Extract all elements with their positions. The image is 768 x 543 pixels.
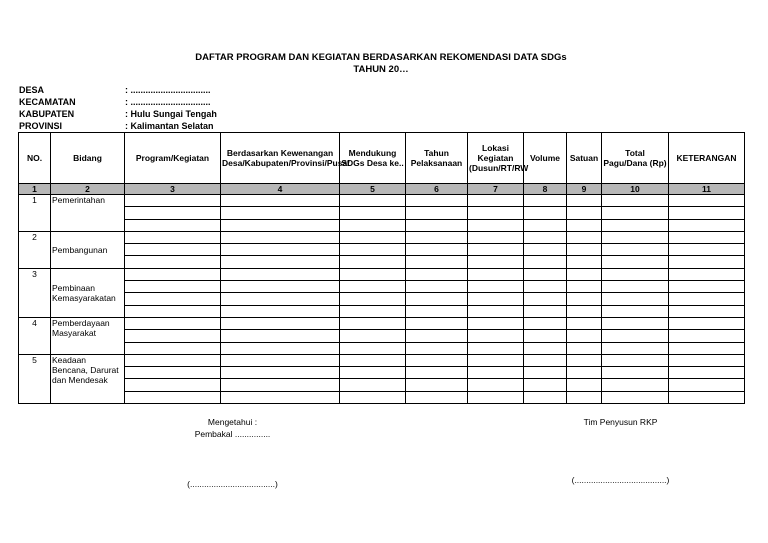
empty-cell[interactable] (221, 268, 340, 280)
empty-cell[interactable] (468, 281, 524, 293)
empty-cell[interactable] (406, 244, 468, 256)
empty-cell[interactable] (468, 207, 524, 219)
empty-cell[interactable] (406, 317, 468, 329)
empty-cell[interactable] (406, 231, 468, 243)
empty-cell[interactable] (567, 231, 602, 243)
empty-cell[interactable] (125, 219, 221, 231)
empty-cell[interactable] (406, 281, 468, 293)
column-number: 6 (406, 184, 468, 195)
empty-cell[interactable] (221, 256, 340, 268)
table-row (19, 244, 745, 256)
empty-cell[interactable] (567, 281, 602, 293)
empty-cell[interactable] (602, 330, 669, 342)
empty-cell[interactable] (524, 379, 567, 391)
table-row (19, 231, 745, 243)
empty-cell[interactable] (602, 207, 669, 219)
empty-cell[interactable] (340, 244, 406, 256)
empty-cell[interactable] (669, 317, 745, 329)
empty-cell[interactable] (125, 354, 221, 366)
empty-cell[interactable] (602, 354, 669, 366)
empty-cell[interactable] (468, 367, 524, 379)
info-value: : Hulu Sungai Tengah (125, 109, 217, 119)
table-row (19, 219, 745, 231)
empty-cell[interactable] (125, 342, 221, 354)
table-header-row (19, 133, 745, 184)
pembakal-label: Pembakal ............... (194, 429, 271, 439)
program-table (18, 132, 745, 404)
table-row (19, 195, 745, 207)
empty-cell[interactable] (669, 256, 745, 268)
empty-cell[interactable] (221, 330, 340, 342)
empty-cell[interactable] (468, 330, 524, 342)
column-number: 5 (340, 184, 406, 195)
info-label: KABUPATEN (19, 109, 75, 119)
empty-cell[interactable] (669, 367, 745, 379)
empty-cell[interactable] (524, 268, 567, 280)
info-row-provinsi (19, 120, 217, 132)
empty-cell[interactable] (567, 293, 602, 305)
signature-left (160, 416, 305, 440)
empty-cell[interactable] (221, 305, 340, 317)
empty-cell[interactable] (125, 317, 221, 329)
empty-cell[interactable] (567, 317, 602, 329)
empty-cell[interactable] (468, 231, 524, 243)
column-number: 9 (567, 184, 602, 195)
column-number: 1 (19, 184, 51, 195)
empty-cell[interactable] (524, 281, 567, 293)
empty-cell[interactable] (669, 219, 745, 231)
column-header: Mendukung SDGs Desa ke.. (340, 133, 406, 184)
empty-cell[interactable] (221, 231, 340, 243)
empty-cell[interactable] (669, 195, 745, 207)
empty-cell[interactable] (406, 256, 468, 268)
empty-cell[interactable] (125, 195, 221, 207)
empty-cell[interactable] (125, 231, 221, 243)
empty-cell[interactable] (669, 268, 745, 280)
empty-cell[interactable] (567, 379, 602, 391)
empty-cell[interactable] (221, 207, 340, 219)
table-row (19, 342, 745, 354)
empty-cell[interactable] (221, 293, 340, 305)
empty-cell[interactable] (340, 391, 406, 403)
empty-cell[interactable] (468, 293, 524, 305)
empty-cell[interactable] (669, 244, 745, 256)
empty-cell[interactable] (524, 330, 567, 342)
bidang-cell: Pembinaan Kemasyarakatan (51, 268, 125, 317)
empty-cell[interactable] (602, 244, 669, 256)
empty-cell[interactable] (406, 195, 468, 207)
empty-cell[interactable] (468, 195, 524, 207)
empty-cell[interactable] (468, 379, 524, 391)
empty-cell[interactable] (602, 293, 669, 305)
empty-cell[interactable] (340, 342, 406, 354)
column-header: Total Pagu/Dana (Rp) (602, 133, 669, 184)
empty-cell[interactable] (669, 354, 745, 366)
empty-cell[interactable] (669, 379, 745, 391)
table-row (19, 293, 745, 305)
empty-cell[interactable] (524, 354, 567, 366)
empty-cell[interactable] (340, 293, 406, 305)
empty-cell[interactable] (340, 305, 406, 317)
empty-cell[interactable] (340, 379, 406, 391)
column-number: 8 (524, 184, 567, 195)
empty-cell[interactable] (340, 256, 406, 268)
empty-cell[interactable] (567, 354, 602, 366)
empty-cell[interactable] (125, 391, 221, 403)
empty-cell[interactable] (524, 342, 567, 354)
empty-cell[interactable] (468, 317, 524, 329)
column-number: 11 (669, 184, 745, 195)
empty-cell[interactable] (221, 244, 340, 256)
empty-cell[interactable] (221, 342, 340, 354)
empty-cell[interactable] (125, 244, 221, 256)
empty-cell[interactable] (524, 317, 567, 329)
table-row (19, 367, 745, 379)
empty-cell[interactable] (340, 231, 406, 243)
empty-cell[interactable] (524, 293, 567, 305)
location-info (19, 84, 217, 132)
empty-cell[interactable] (567, 219, 602, 231)
empty-cell[interactable] (524, 244, 567, 256)
info-row-kabupaten (19, 108, 217, 120)
row-number: 3 (19, 268, 51, 317)
table-row (19, 391, 745, 403)
column-number: 10 (602, 184, 669, 195)
empty-cell[interactable] (406, 342, 468, 354)
empty-cell[interactable] (567, 207, 602, 219)
empty-cell[interactable] (468, 256, 524, 268)
empty-cell[interactable] (221, 354, 340, 366)
empty-cell[interactable] (340, 281, 406, 293)
column-number: 7 (468, 184, 524, 195)
empty-cell[interactable] (406, 268, 468, 280)
empty-cell[interactable] (468, 305, 524, 317)
empty-cell[interactable] (602, 342, 669, 354)
empty-cell[interactable] (567, 195, 602, 207)
table-row (19, 281, 745, 293)
column-header: Program/Kegiatan (125, 133, 221, 184)
empty-cell[interactable] (468, 342, 524, 354)
empty-cell[interactable] (125, 367, 221, 379)
empty-cell[interactable] (125, 256, 221, 268)
empty-cell[interactable] (221, 195, 340, 207)
table-row (19, 354, 745, 366)
empty-cell[interactable] (669, 342, 745, 354)
empty-cell[interactable] (340, 195, 406, 207)
empty-cell[interactable] (221, 391, 340, 403)
empty-cell[interactable] (567, 244, 602, 256)
column-header: Bidang (51, 133, 125, 184)
row-number: 5 (19, 354, 51, 403)
empty-cell[interactable] (567, 268, 602, 280)
empty-cell[interactable] (602, 367, 669, 379)
column-header: KETERANGAN (669, 133, 745, 184)
info-row-desa (19, 84, 217, 96)
table-row (19, 305, 745, 317)
table-row (19, 268, 745, 280)
signature-right: Tim Penyusun RKP (583, 417, 658, 427)
empty-cell[interactable] (602, 256, 669, 268)
empty-cell[interactable] (602, 268, 669, 280)
empty-cell[interactable] (221, 367, 340, 379)
column-header: Berdasarkan Kewenangan Desa/Kabupaten/Provinsi/Pusat (221, 133, 340, 184)
empty-cell[interactable] (524, 305, 567, 317)
empty-cell[interactable] (602, 195, 669, 207)
empty-cell[interactable] (524, 231, 567, 243)
document-year: TAHUN 20… (353, 64, 409, 75)
empty-cell[interactable] (221, 317, 340, 329)
column-header: NO. (19, 133, 51, 184)
table-row (19, 256, 745, 268)
empty-cell[interactable] (468, 219, 524, 231)
table-row (19, 317, 745, 329)
empty-cell[interactable] (340, 207, 406, 219)
info-value: : ................................ (125, 85, 211, 95)
empty-cell[interactable] (524, 256, 567, 268)
empty-cell[interactable] (406, 219, 468, 231)
column-header: Satuan (567, 133, 602, 184)
empty-cell[interactable] (125, 207, 221, 219)
column-number: 2 (51, 184, 125, 195)
empty-cell[interactable] (669, 305, 745, 317)
empty-cell[interactable] (406, 330, 468, 342)
empty-cell[interactable] (669, 231, 745, 243)
empty-cell[interactable] (602, 379, 669, 391)
empty-cell[interactable] (125, 379, 221, 391)
acknowledged-label: Mengetahui : (207, 417, 258, 427)
empty-cell[interactable] (340, 219, 406, 231)
empty-cell[interactable] (406, 391, 468, 403)
empty-cell[interactable] (567, 256, 602, 268)
empty-cell[interactable] (669, 391, 745, 403)
empty-cell[interactable] (602, 281, 669, 293)
empty-cell[interactable] (567, 330, 602, 342)
empty-cell[interactable] (669, 293, 745, 305)
empty-cell[interactable] (221, 219, 340, 231)
bidang-cell: Pemberdayaan Masyarakat (51, 317, 125, 354)
info-value: : ................................ (125, 97, 211, 107)
empty-cell[interactable] (468, 391, 524, 403)
empty-cell[interactable] (340, 330, 406, 342)
table-row (19, 330, 745, 342)
info-label: DESA (19, 85, 45, 95)
empty-cell[interactable] (125, 281, 221, 293)
bidang-cell: Keadaan Bencana, Darurat dan Mendesak (51, 354, 125, 403)
document-title: DAFTAR PROGRAM DAN KEGIATAN BERDASARKAN REKOMENDASI DATA SDGs (195, 52, 567, 63)
empty-cell[interactable] (221, 281, 340, 293)
empty-cell[interactable] (340, 367, 406, 379)
empty-cell[interactable] (567, 342, 602, 354)
empty-cell[interactable] (567, 367, 602, 379)
empty-cell[interactable] (602, 219, 669, 231)
row-number: 1 (19, 195, 51, 232)
column-number-row (19, 184, 745, 195)
column-header: Lokasi Kegiatan (Dusun/RT/RW (468, 133, 524, 184)
empty-cell[interactable] (602, 391, 669, 403)
empty-cell[interactable] (340, 317, 406, 329)
empty-cell[interactable] (524, 219, 567, 231)
column-header: Tahun Pelaksanaan (406, 133, 468, 184)
empty-cell[interactable] (468, 268, 524, 280)
empty-cell[interactable] (567, 391, 602, 403)
empty-cell[interactable] (669, 281, 745, 293)
empty-cell[interactable] (524, 195, 567, 207)
row-number: 2 (19, 231, 51, 268)
info-label: PROVINSI (19, 121, 63, 131)
empty-cell[interactable] (468, 354, 524, 366)
empty-cell[interactable] (602, 231, 669, 243)
info-value: : Kalimantan Selatan (125, 121, 214, 131)
empty-cell[interactable] (221, 379, 340, 391)
empty-cell[interactable] (340, 268, 406, 280)
empty-cell[interactable] (406, 379, 468, 391)
signature-right-name: (.......................................) (571, 475, 670, 485)
empty-cell[interactable] (524, 391, 567, 403)
info-row-kecamatan (19, 96, 217, 108)
empty-cell[interactable] (340, 354, 406, 366)
info-label: KECAMATAN (19, 97, 76, 107)
column-header: Volume (524, 133, 567, 184)
bidang-cell: Pemerintahan (51, 195, 125, 232)
signature-left-name: (....................................) (187, 479, 278, 489)
empty-cell[interactable] (125, 268, 221, 280)
empty-cell[interactable] (602, 305, 669, 317)
empty-cell[interactable] (567, 305, 602, 317)
empty-cell[interactable] (125, 305, 221, 317)
table-row (19, 207, 745, 219)
table-body (19, 195, 745, 404)
empty-cell[interactable] (669, 330, 745, 342)
empty-cell[interactable] (602, 317, 669, 329)
empty-cell[interactable] (406, 354, 468, 366)
column-number: 3 (125, 184, 221, 195)
table-row (19, 379, 745, 391)
row-number: 4 (19, 317, 51, 354)
empty-cell[interactable] (406, 293, 468, 305)
empty-cell[interactable] (669, 207, 745, 219)
bidang-cell: Pembangunan (51, 231, 125, 268)
column-number: 4 (221, 184, 340, 195)
empty-cell[interactable] (406, 207, 468, 219)
empty-cell[interactable] (524, 207, 567, 219)
empty-cell[interactable] (524, 367, 567, 379)
empty-cell[interactable] (125, 293, 221, 305)
empty-cell[interactable] (468, 244, 524, 256)
empty-cell[interactable] (125, 330, 221, 342)
empty-cell[interactable] (406, 305, 468, 317)
empty-cell[interactable] (406, 367, 468, 379)
